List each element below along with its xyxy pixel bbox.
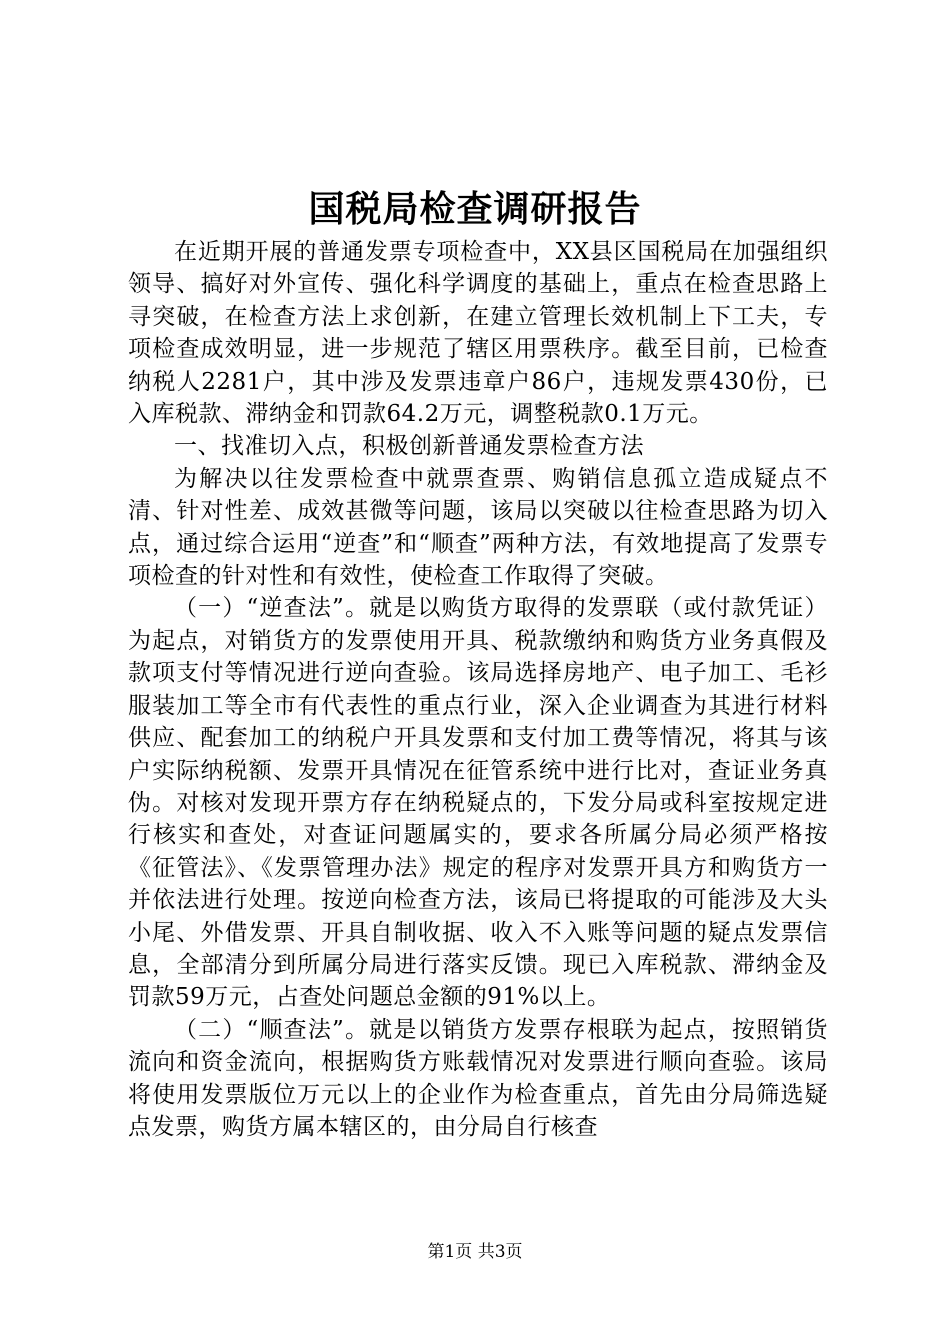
intro-paragraph: 在近期开展的普通发票专项检查中，XX县区国税局在加强组织领导、搞好对外宣传、强化科学调度的基础上，重点在检查思路上寻突破，在检查方法上求创新，在建立管理长效机制上下工夫，专项检查成效明显，进一步规范了辖区用票秩序。截至目前，已检查纳税人2281户，其中涉及发票违章户86户，违规发票430份，已入库税款、滞纳金和罚款64.2万元，调整税款0.1万元。 (128, 239, 828, 428)
section-1-paragraph: 为解决以往发票检查中就票查票、购销信息孤立造成疑点不清、针对性差、成效甚微等问题，该局以突破以往检查思路为切入点，通过综合运用“逆查”和“顺查”两种方法，有效地提高了发票专项检查的针对性和有效性，使检查工作取得了突破。 (128, 465, 828, 590)
document-body (128, 236, 828, 1143)
reverse-check-paragraph: （一）“逆查法”。就是以购货方取得的发票联（或付款凭证）为起点，对销货方的发票使用开具、税款缴纳和购货方业务真假及款项支付等情况进行逆向查验。该局选择房地产、电子加工、毛衫服装加工等全市有代表性的重点行业，深入企业调查为其进行材料供应、配套加工的纳税户开具发票和支付加工费等情况，将其与该户实际纳税额、发票开具情况在征管系统中进行比对，查证业务真伪。对核对发现开票方存在纳税疑点的，下发分局或科室按规定进行核实和查处，对查证问题属实的，要求各所属分局必须严格按《征管法》、《发票管理办法》规定的程序对发票开具方和购货方一并依法进行处理。按逆向检查方法，该局已将提取的可能涉及大头小尾、外借发票、开具自制收据、收入不入账等问题的疑点发票信息，全部清分到所属分局进行落实反馈。现已入库税款、滞纳金及罚款59万元，占查处问题总金额的91%以上。 (128, 595, 828, 1011)
section-heading-1: 一、找准切入点，积极创新普通发票检查方法 (174, 433, 644, 460)
forward-check-paragraph: （二）“顺查法”。就是以销货方发票存根联为起点，按照销货流向和资金流向，根据购货方账载情况对发票进行顺向查验。该局将使用发票版位万元以上的企业作为检查重点，首先由分局筛选疑点发票，购货方属本辖区的，由分局自行核查 (128, 1016, 828, 1140)
page-footer: 第1页 共3页 (427, 1242, 523, 1262)
document-title: 国税局检查调研报告 (308, 188, 642, 230)
